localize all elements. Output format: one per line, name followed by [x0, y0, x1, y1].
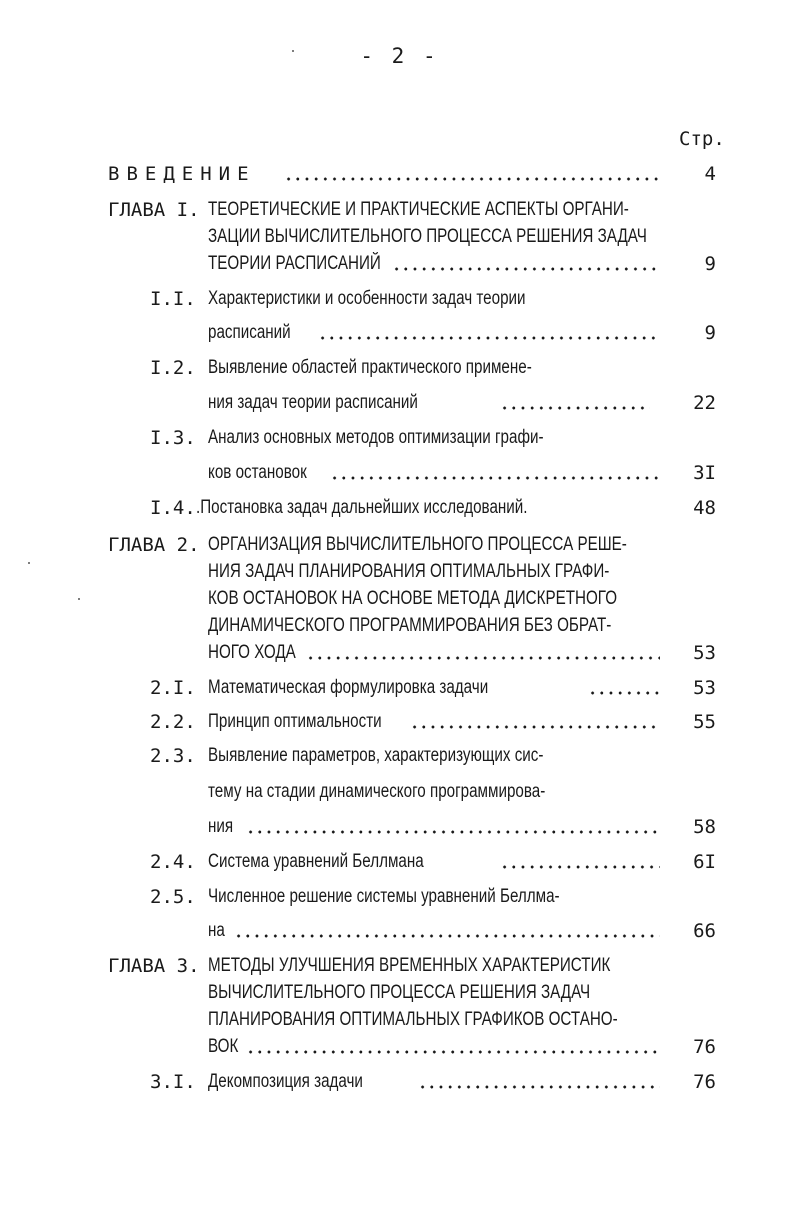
chapter-3-title-line-2: ВЫЧИСЛИТЕЛЬНОГО ПРОЦЕССА РЕШЕНИЯ ЗАДАЧ	[208, 982, 591, 1003]
section-page: 9	[704, 322, 716, 344]
chapter-3-page: 76	[693, 1036, 716, 1058]
section-title-line-2: расписаний	[208, 322, 291, 343]
section-page: 58	[693, 816, 716, 838]
section-number: I.3.	[150, 427, 196, 449]
dot-leader	[500, 392, 650, 414]
section-title-line-1: Численное решение системы уравнений Беллма-	[208, 886, 560, 907]
dot-leader	[246, 816, 660, 838]
section-page: 53	[693, 677, 716, 699]
chapter-2-title-line-1: ОРГАНИЗАЦИЯ ВЫЧИСЛИТЕЛЬНОГО ПРОЦЕССА РЕШЕ-	[208, 534, 627, 555]
chapter-3-title-line-4: ВОК	[208, 1036, 239, 1057]
dot-leader	[306, 642, 660, 664]
section-title-line-2: тему на стадии динамического программирова-	[208, 781, 546, 802]
chapter-1-title-line-3: ТЕОРИИ РАСПИСАНИЙ	[208, 253, 381, 274]
section-page: 22	[693, 392, 716, 414]
section-title-line-1: Декомпозиция задачи	[208, 1071, 363, 1092]
intro-title: ВВЕДЕНИЕ	[108, 163, 256, 185]
dot-leader	[246, 1036, 660, 1058]
chapter-1-label: ГЛАВА I.	[108, 199, 200, 221]
dot-leader	[284, 163, 660, 185]
section-title-line-1: Принцип оптимальности	[208, 711, 382, 732]
scan-speck	[78, 598, 80, 600]
dot-leader	[318, 322, 660, 344]
section-number: 3.I.	[150, 1071, 196, 1093]
section-number: I.I.	[150, 288, 196, 310]
chapter-2-title-line-4: ДИНАМИЧЕСКОГО ПРОГРАММИРОВАНИЯ БЕЗ ОБРАТ-	[208, 615, 612, 636]
section-title-line-1: Анализ основных методов оптимизации графи-	[208, 427, 544, 448]
section-page: 66	[693, 920, 716, 942]
chapter-1-page: 9	[704, 253, 716, 275]
intro-page: 4	[704, 163, 716, 185]
section-page: 55	[693, 711, 716, 733]
chapter-3-title-line-1: МЕТОДЫ УЛУЧШЕНИЯ ВРЕМЕННЫХ ХАРАКТЕРИСТИК	[208, 955, 611, 976]
section-page: 3I	[693, 462, 716, 484]
section-number: 2.3.	[150, 745, 196, 767]
dot-leader	[500, 851, 660, 873]
chapter-3-label: ГЛАВА 3.	[108, 955, 200, 977]
scan-speck	[292, 50, 294, 52]
section-title-line-1: Математическая формулировка задачи	[208, 677, 489, 698]
section-title-line-1: Выявление параметров, характеризующих сис-	[208, 745, 544, 766]
section-number: 2.I.	[150, 677, 196, 699]
section-title-line-1: .Постановка задач дальнейших исследований.	[196, 497, 528, 518]
section-page: 6I	[693, 851, 716, 873]
chapter-2-title-line-3: КОВ ОСТАНОВОК НА ОСНОВЕ МЕТОДА ДИСКРЕТНОГО	[208, 588, 618, 609]
section-number: 2.4.	[150, 851, 196, 873]
section-number: I.2.	[150, 357, 196, 379]
dot-leader	[418, 1071, 660, 1093]
chapter-1-title-line-1: ТЕОРЕТИЧЕСКИЕ И ПРАКТИЧЕСКИЕ АСПЕКТЫ ОРГАНИ-	[208, 199, 629, 220]
section-title-line-2: ния задач теории расписаний	[208, 392, 418, 413]
section-page: 48	[693, 497, 716, 519]
chapter-3-title-line-3: ПЛАНИРОВАНИЯ ОПТИМАЛЬНЫХ ГРАФИКОВ ОСТАНО-	[208, 1009, 618, 1030]
section-number: 2.5.	[150, 886, 196, 908]
section-page: 76	[693, 1071, 716, 1093]
section-title-line-1: Выявление областей практического примене-	[208, 357, 532, 378]
dot-leader	[330, 462, 660, 484]
section-number: 2.2.	[150, 711, 196, 733]
dot-leader	[410, 711, 660, 733]
section-title-line-2: на	[208, 920, 225, 941]
dot-leader	[392, 253, 660, 275]
section-number: I.4.	[150, 497, 196, 519]
section-title-line-3: ния	[208, 816, 234, 837]
scan-speck	[28, 562, 30, 564]
dot-leader	[588, 677, 660, 699]
chapter-2-page: 53	[693, 642, 716, 664]
chapter-2-label: ГЛАВА 2.	[108, 534, 200, 556]
page-column-label: Стр.	[679, 128, 725, 150]
chapter-1-title-line-2: ЗАЦИИ ВЫЧИСЛИТЕЛЬНОГО ПРОЦЕССА РЕШЕНИЯ ЗАДАЧ	[208, 226, 647, 247]
section-title-line-1: Система уравнений Беллмана	[208, 851, 424, 872]
section-title-line-1: Характеристики и особенности задач теории	[208, 288, 526, 309]
chapter-2-title-line-5: НОГО ХОДА	[208, 642, 296, 663]
chapter-2-title-line-2: НИЯ ЗАДАЧ ПЛАНИРОВАНИЯ ОПТИМАЛЬНЫХ ГРАФИ-	[208, 561, 610, 582]
section-title-line-2: ков остановок	[208, 462, 307, 483]
page-number: - 2 -	[360, 44, 439, 68]
dot-leader	[234, 920, 660, 942]
